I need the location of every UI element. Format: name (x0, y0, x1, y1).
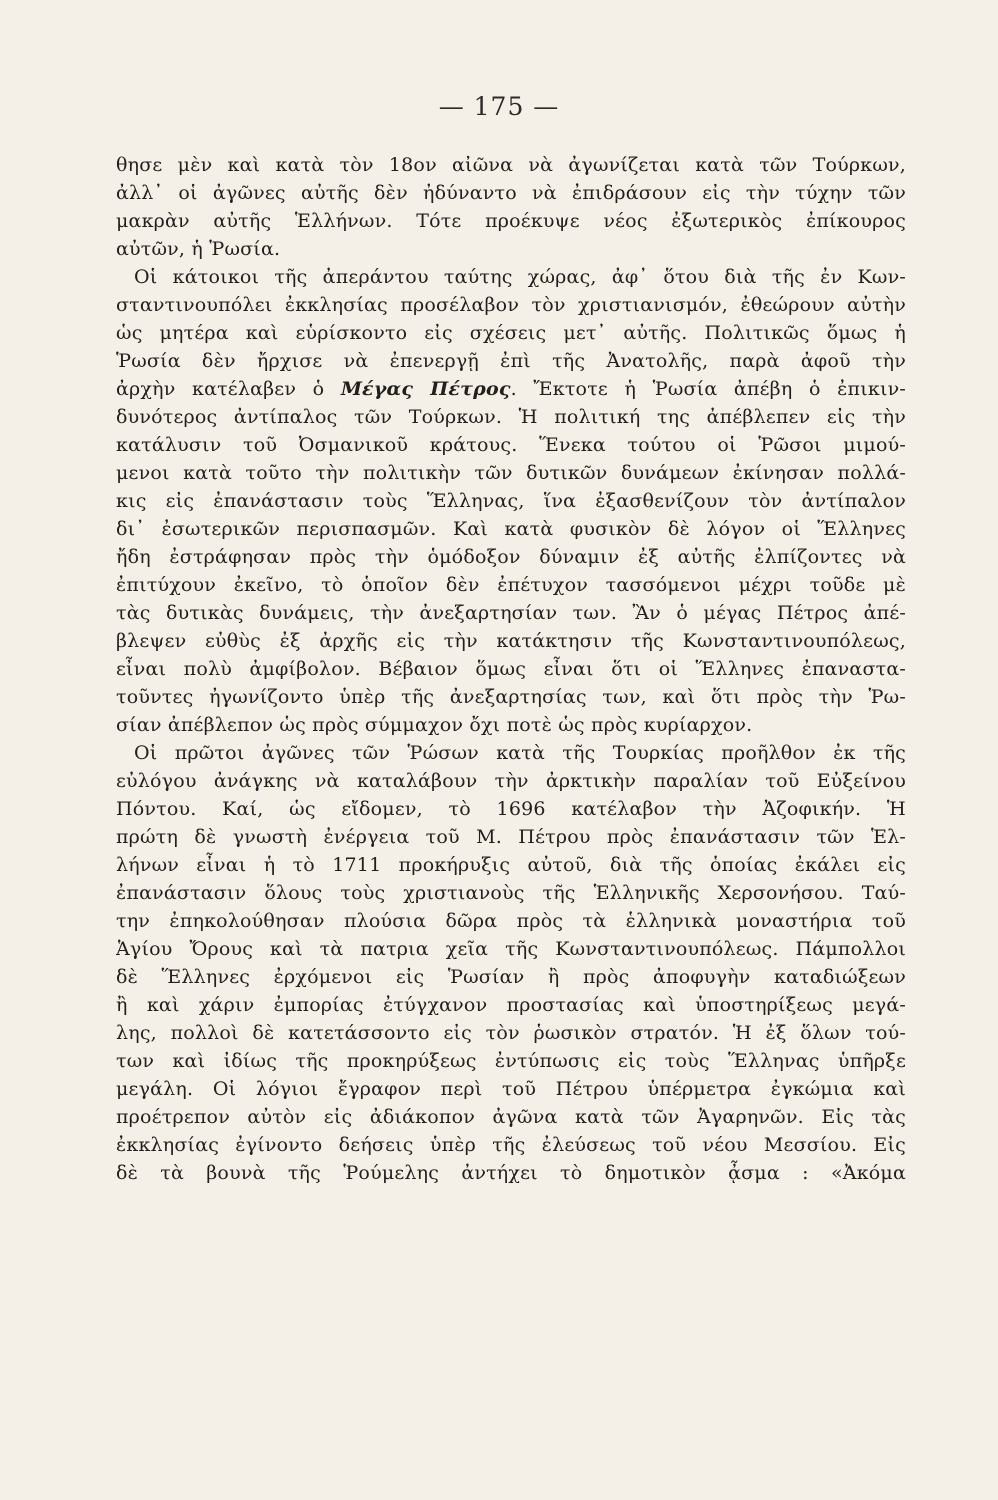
text-line: δυνότερος ἀντίπαλος τῶν Τούρκων. Ἡ πολιτική της ἀπέβλεπεν εἰς τὴν (116, 406, 906, 428)
text-line: των καὶ ἰδίως τῆς προκηρύξεως ἐντύπωσις εἰς τοὺς Ἕλληνας ὑπῆρξε (116, 1050, 906, 1072)
text-line: βλεψεν εὐθὺς ἐξ ἀρχῆς εἰς τὴν κατάκτησιν τῆς Κωνσταντινουπόλεως, (116, 630, 906, 652)
text-line: Οἱ κάτοικοι τῆς ἀπεράντου ταύτης χώρας, ἀφ᾽ ὅτου διὰ τῆς ἐν Κων- (134, 266, 906, 288)
text-line: Πόντου. Καί, ὡς εἴδομεν, τὸ 1696 κατέλαβον τὴν Ἀζοφικήν. Ἡ (116, 798, 906, 820)
text-line: μεγάλη. Οἱ λόγιοι ἔγραφον περὶ τοῦ Πέτρου ὑπέρμετρα ἐγκώμια καὶ (116, 1078, 906, 1100)
text-line: δι᾽ ἐσωτερικῶν περισπασμῶν. Καὶ κατὰ φυσικὸν δὲ λόγον οἱ Ἕλληνες (116, 518, 906, 540)
text-fragment: ἀρχὴν κατέλαβεν ὁ (116, 378, 341, 400)
text-line: κατάλυσιν τοῦ Ὀσμανικοῦ κράτους. Ἕνεκα τούτου οἱ Ῥῶσοι μιμού- (116, 434, 906, 456)
text-line: προέτρεπον αὐτὸν εἰς ἀδιάκοπον ἀγῶνα κατὰ τῶν Ἀγαρηνῶν. Εἰς τὰς (116, 1106, 906, 1128)
text-line: λήνων εἶναι ἡ τὸ 1711 προκήρυξις αὐτοῦ, διὰ τῆς ὁποίας ἐκάλει εἰς (116, 854, 906, 876)
text-line: ἐπιτύχουν ἐκεῖνο, τὸ ὁποῖον δὲν ἐπέτυχον τασσόμενοι μέχρι τοῦδε μὲ (116, 574, 906, 596)
text-line: την ἐπηκολούθησαν πλούσια δῶρα πρὸς τὰ ἑλληνικὰ μοναστήρια τοῦ (116, 910, 906, 932)
text-line: πρώτη δὲ γνωστὴ ἐνέργεια τοῦ Μ. Πέτρου πρὸς ἐπανάστασιν τῶν Ἑλ- (116, 826, 906, 848)
text-line: μενοι κατὰ τοῦτο τὴν πολιτικὴν τῶν δυτικῶν δυνάμεων ἐκίνησαν πολλά- (116, 462, 906, 484)
text-line: ἤδη ἐστράφησαν πρὸς τὴν ὁμόδοξον δύναμιν ἐξ αὐτῆς ἐλπίζοντες νὰ (116, 546, 906, 568)
text-line: δὲ τὰ βουνὰ τῆς Ῥούμελης ἀντήχει τὸ δημοτικὸν ᾆσμα : «Ἀκόμα (116, 1162, 906, 1184)
text-line: σίαν ἀπέβλεπον ὡς πρὸς σύμμαχον ὄχι ποτὲ ὡς πρὸς κυρίαρχον. (116, 714, 753, 736)
emphasized-name: Μέγας Πέτρος (340, 378, 511, 400)
text-line-with-emphasis (116, 375, 906, 403)
text-line: ἐκκλησίας ἐγίνοντο δεήσεις ὑπὲρ τῆς ἐλεύσεως τοῦ νέου Μεσσίου. Εἰς (116, 1134, 906, 1156)
text-line: μακρὰν αὐτῆς Ἑλλήνων. Τότε προέκυψε νέος ἐξωτερικὸς ἐπίκουρος (116, 210, 906, 232)
text-line: τοῦντες ἠγωνίζοντο ὑπὲρ τῆς ἀνεξαρτησίας των, καὶ ὅτι πρὸς τὴν Ῥω- (116, 686, 906, 708)
text-line: ἀλλ᾽ οἱ ἀγῶνες αὐτῆς δὲν ἠδύναντο νὰ ἐπιδράσουν εἰς τὴν τύχην τῶν (116, 182, 906, 204)
text-line: θησε μὲν καὶ κατὰ τὸν 18ον αἰῶνα νὰ ἀγωνίζεται κατὰ τῶν Τούρκων, (116, 154, 906, 176)
page-number: — 175 — (438, 92, 560, 121)
text-line: τὰς δυτικὰς δυνάμεις, τὴν ἀνεξαρτησίαν των. Ἂν ὁ μέγας Πέτρος ἀπέ- (116, 602, 906, 624)
text-line: εἶναι πολὺ ἀμφίβολον. Βέβαιον ὅμως εἶναι ὅτι οἱ Ἕλληνες ἐπαναστα- (116, 658, 906, 680)
text-line: Οἱ πρῶτοι ἀγῶνες τῶν Ῥώσων κατὰ τῆς Τουρκίας προῆλθον ἐκ τῆς (134, 742, 906, 764)
text-line: ὡς μητέρα καὶ εὑρίσκοντο εἰς σχέσεις μετ᾽ αὐτῆς. Πολιτικῶς ὅμως ἡ (116, 322, 906, 344)
text-line: ἐπανάστασιν ὅλους τοὺς χριστιανοὺς τῆς Ἑλληνικῆς Χερσονήσου. Ταύ- (116, 882, 906, 904)
text-fragment: . Ἔκτοτε ἡ Ῥωσία ἀπέβη ὁ ἐπικιν- (510, 378, 906, 400)
text-line: λης, πολλοὶ δὲ κατετάσσοντο εἰς τὸν ῥωσικὸν στρατόν. Ἡ ἐξ ὅλων τού- (116, 1022, 906, 1044)
body-text (116, 151, 906, 1187)
text-line: σταντινουπόλει ἐκκλησίας προσέλαβον τὸν χριστιανισμόν, ἐθεώρουν αὐτὴν (116, 294, 906, 316)
text-line: δὲ Ἕλληνες ἐρχόμενοι εἰς Ῥωσίαν ἢ πρὸς ἀποφυγὴν καταδιώξεων (116, 966, 906, 988)
text-line: Ῥωσία δὲν ἤρχισε νὰ ἐπενεργῇ ἐπὶ τῆς Ἀνατολῆς, παρὰ ἀφοῦ τὴν (116, 350, 906, 372)
text-line: Ἁγίου Ὄρους καὶ τὰ πατρια χεῖα τῆς Κωνσταντινουπόλεως. Πάμπολλοι (116, 938, 906, 960)
text-line: αὐτῶν, ἡ Ῥωσία. (116, 238, 281, 260)
text-line: ἢ καὶ χάριν ἐμπορίας ἐτύγχανον προστασίας καὶ ὑποστηρίξεως μεγά- (116, 994, 906, 1016)
text-line: κις εἰς ἐπανάστασιν τοὺς Ἕλληνας, ἵνα ἐξασθενίζουν τὸν ἀντίπαλον (116, 490, 906, 512)
text-line: εὐλόγου ἀνάγκης νὰ καταλάβουν τὴν ἀρκτικὴν παραλίαν τοῦ Εὐξείνου (116, 770, 906, 792)
